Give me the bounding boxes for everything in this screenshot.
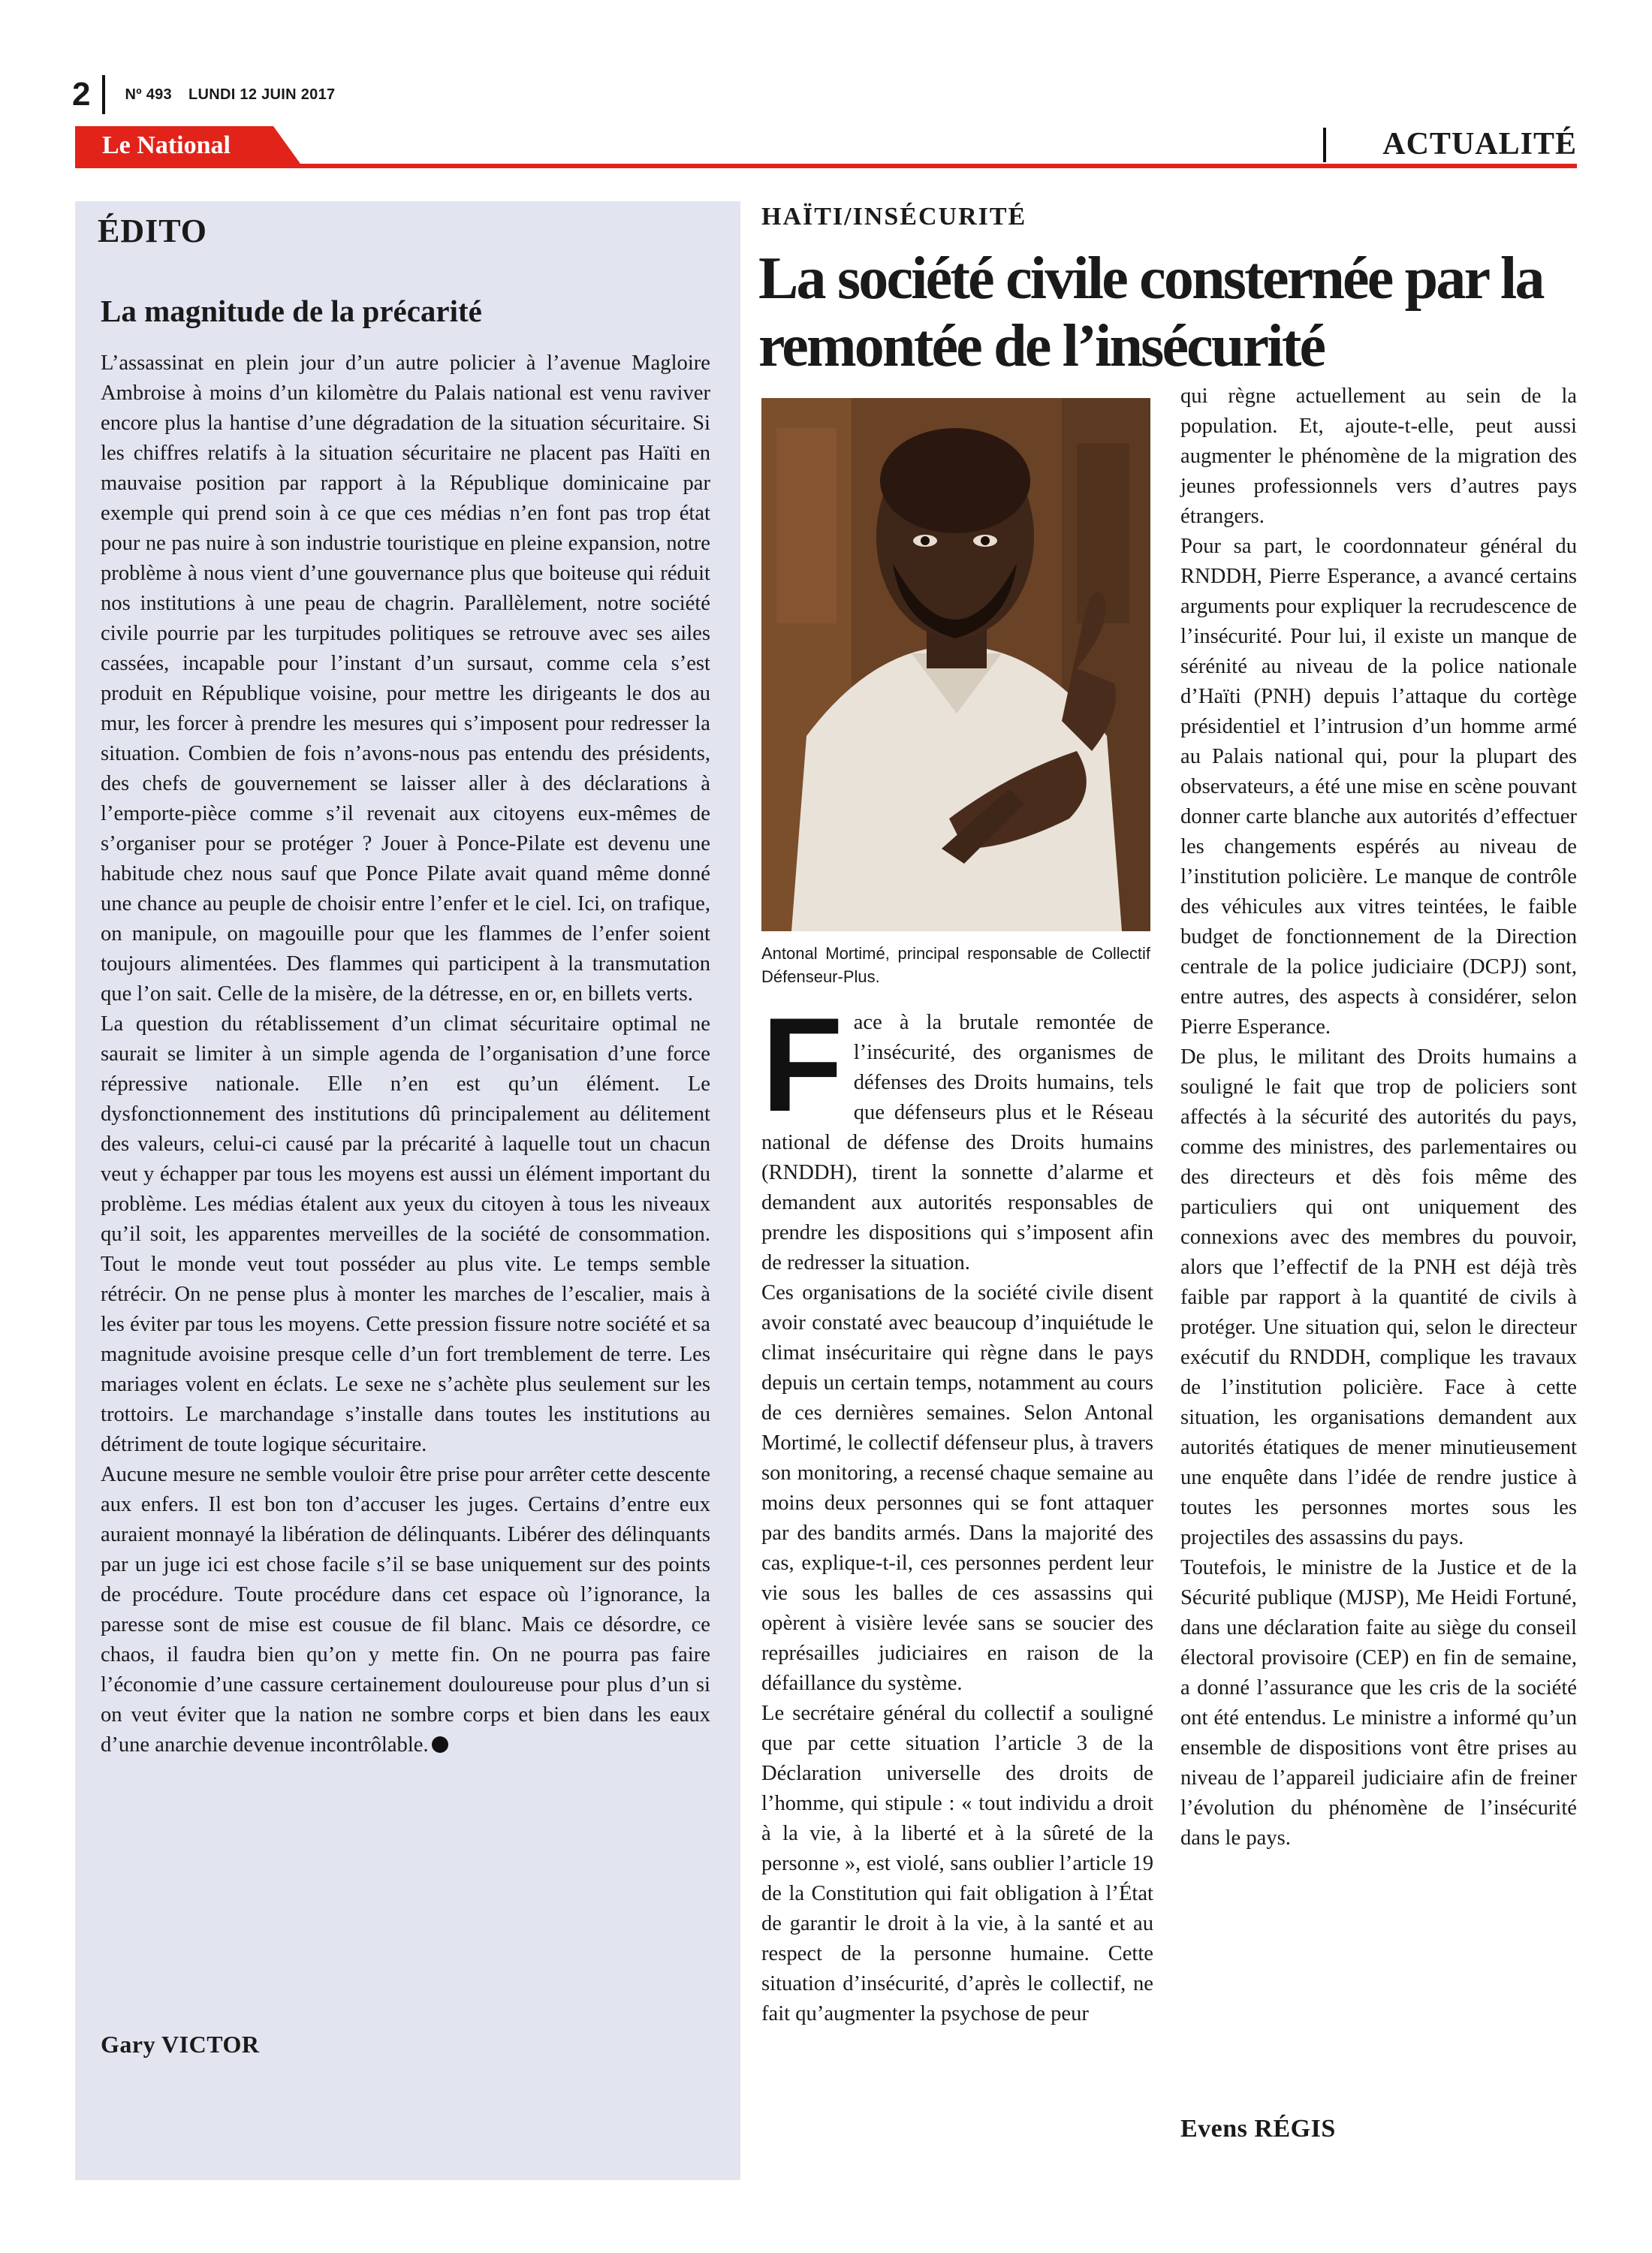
article-paragraph: Ces organisations de la société civile disent avoir constaté avec beaucoup d’inquiétude le climat insécuritaire qui règne dans le pays depuis un certain temps, notamment au cours de ces dernières semaines. Selon Antonal Mortimé, le collectif défenseur plus, à travers son monitoring, a recensé chaque semaine au moins deux personnes qui se font attaquer par des bandits armés. Dans la majorité des cas, explique-t-il, ces personnes perdent leur vie sous les balles de ces assassins qui opèrent à visière levée sans se soucier des représailles judiciaires en raison de la défaillance du système.: [761, 1281, 1153, 1695]
article-lead: [761, 990, 1153, 1278]
edito-paragraph: L’assassinat en plein jour d’un autre policier à l’avenue Magloire Ambroise à moins d’un kilomètre du Palais national est venu raviver encore plus la hantise d’une dégradation de la situation sécuritaire. Si les chiffres relatifs à la situation sécuritaire ne placent pas Haïti en mauvaise position par rapport à la République dominicaine par exemple qui prend soin à ce que ces médias n’en font pas trop état pour ne pas nuire à son industrie touristique en pleine expansion, notre problème à nous vient d’une gouvernance plus que boiteuse qui réduit nos institutions à une peau de chagrin. Parallèlement, notre société civile pourrie par les turpitudes politiques se retrouve avec ses ailes cassées, incapable pour l’instant d’un sursaut, comme cela s’est produit en République voisine, pour mettre les dirigeants le dos au mur, les forcer à prendre les mesures qui s’imposent pour redresser la situation. Combien de fois n’avons-nous pas entendu des présidents, des chefs de gouvernement se laisser aller à des déclarations à l’emporte-pièce comme s’il revenait aux citoyens eux-mêmes de s’organiser pour se protéger ? Jouer à Ponce-Pilate est devenu une habitude chez nous sauf que Ponce Pilate avait quand même donné une chance au peuple de choisir entre l’enfer et le ciel. Ici, on trafique, on manipule, on magouille pour que les flammes de l’enfer soient toujours alimentées. Des flammes qui participent à la transmutation que l’on sait. Celle de la misère, de la détresse, en or, en billets verts.: [101, 351, 710, 1006]
folio: [72, 72, 335, 117]
photo-caption: Antonal Mortimé, principal responsable de Collectif Défenseur-Plus.: [761, 944, 1150, 986]
section-divider: [1323, 128, 1326, 162]
section-name: ACTUALITÉ: [1382, 127, 1577, 161]
dropcap: F: [761, 990, 843, 1139]
edito-author: Gary VICTOR: [101, 2031, 260, 2058]
header-rule: [75, 164, 1577, 168]
article-kicker: HAÏTI/INSÉCURITÉ: [761, 203, 1027, 231]
article-paragraph: Le secrétaire général du collectif a souligné que par cette situation l’article 3 de la Déclaration universelle des droits de l’homme, qui stipule : « tout individu a droit à la vie, à la liberté et à la sûreté de la personne », est violé, sans oublier l’article 19 de la Constitution qui fait obligation à l’État de garantir le droit à la vie, à la santé et au respect de la personne humaine. Cette situation d’insécurité, d’après le collectif, ne fait qu’augmenter la psychose de peur: [761, 1702, 1153, 2025]
article-column-right: [1180, 382, 1577, 1853]
folio-divider: [102, 75, 105, 114]
edito-paragraph: La question du rétablissement d’un climat sécuritaire optimal ne saurait se limiter à un simple agenda de l’organisation d’une force répressive nationale. Elle n’en est qu’un élément. Le dysfonctionnement des institutions dû principalement au délitement des valeurs, celui-ci causé par la précarité à laquelle tout un chacun veut y échapper par tous les moyens est aussi un élément important du problème. Les médias étalent aux yeux du citoyen à tous les niveaux qu’il soit, les apparentes merveilles de la société de consommation. Tout le monde veut tout posséder au plus vite. Le temps semble rétrécir. On ne pense plus à monter les marches de l’escalier, mais à les éviter par tous les moyens. Cette pression fissure notre société et sa magnitude avoisine presque celle d’un fort tremblement de terre. Les mariages volent en éclats. Le sexe ne s’achète plus seulement sur les trottoirs. Le marchandage s’installe dans toutes les institutions au détriment de toute logique sécuritaire.: [101, 1012, 710, 1456]
edito-title: La magnitude de la précarité: [101, 294, 482, 328]
portrait-photo: [761, 398, 1150, 931]
article-author: Evens RÉGIS: [1180, 2115, 1336, 2143]
article-paragraph: Pour sa part, le coordonnateur général du RNDDH, Pierre Esperance, a avancé certains arguments pour expliquer la recrudescence de l’insécurité. Pour lui, il existe un manque de sérénité au niveau de la police nationale d’Haïti (PNH) depuis l’attaque du cortège présidentiel et l’intrusion d’un homme armé au Palais national qui, pour la plupart des observateurs, a été une mise en scène pouvant donner carte blanche aux autorités d’effectuer les changements espérés au niveau de l’institution policière. Le manque de contrôle des véhicules aux vitres teintées, le faible budget de fonctionnement de la Direction centrale de la police judiciaire (DCPJ) sont, entre autres, des aspects à considérer, selon Pierre Esperance.: [1180, 535, 1577, 1039]
article-paragraph: qui règne actuellement au sein de la population. Et, ajoute-t-elle, peut aussi augmenter le phénomène de la migration des jeunes professionnels vers d’autres pays étrangers.: [1180, 385, 1577, 528]
edito-paragraph: [101, 1460, 710, 1760]
issue-date: LUNDI 12 JUIN 2017: [188, 86, 336, 103]
edito-paragraph-text: Aucune mesure ne semble vouloir être prise pour arrêter cette descente aux enfers. Il est bon ton d’accuser les juges. Certains d’entre eux auraient monnayé la libération de délinquants. Libérer des délinquants par un juge ici est chose facile s’il se base uniquement sur des points de procédure. Toute procédure dans cet espace où l’ignorance, la paresse sont de mise est cousue de fil blanc. Mais ce désordre, ce chaos, il faudra bien qu’on y mette fin. On ne pourra pas faire l’économie d’une cassure certainement douloureuse pour plus d’un si on veut éviter que la nation ne sombre corps et bien dans les eaux d’une anarchie devenue incontrôlable.: [101, 1463, 710, 1757]
edito-body: [101, 348, 710, 1760]
edito-kicker: ÉDITO: [98, 213, 208, 249]
portrait-illustration: [761, 398, 1150, 931]
page-number: 2: [72, 76, 91, 113]
article-paragraph: Toutefois, le ministre de la Justice et de la Sécurité publique (MJSP), Me Heidi Fortuné, dans une déclaration faite au siège du conseil électoral provisoire (CEP) en fin de semaine, a donné l’assurance que les cris de la société ont été entendus. Le ministre a informé qu’un ensemble de dispositions vont être prises au niveau de l’appareil judiciaire afin de freiner l’évolution du phénomène de l’insécurité dans le pays.: [1180, 1556, 1577, 1850]
article-column-left: [761, 990, 1153, 2029]
article-headline: La société civile consternée par la remontée de l’insécurité: [758, 246, 1543, 379]
article-lead-text: ace à la brutale remontée de l’insécurité, des organismes de défenses des Droits humains, tels que défenseurs plus et le Réseau national de défense des Droits humains (RNDDH), tirent la sonnette d’alarme et demandent aux autorités responsables de prendre les dispositions qui s’imposent afin de redresser la situation.: [761, 1011, 1153, 1274]
article-paragraph: De plus, le militant des Droits humains a souligné le fait que trop de policiers sont affectés à la sécurité des autorités du pays, comme des ministres, des parlementaires ou des directeurs et dès fois même des particuliers qui ont uniquement des connexions avec des membres du pouvoir, alors que l’effectif de la PNH est déjà très faible par rapport à la quantité de civils à protéger. Une situation qui, selon le directeur exécutif du RNDDH, complique les travaux de l’institution policière. Face à cette situation, les organisations demandent aux autorités étatiques de mener minutieusement une enquête dans l’idée de rendre justice à toutes les personnes mortes sous les projectiles des assassins du pays.: [1180, 1045, 1577, 1549]
end-mark-icon: [432, 1736, 448, 1753]
issue-number: Nº 493: [125, 86, 172, 103]
newspaper-logo: Le National: [102, 131, 231, 159]
